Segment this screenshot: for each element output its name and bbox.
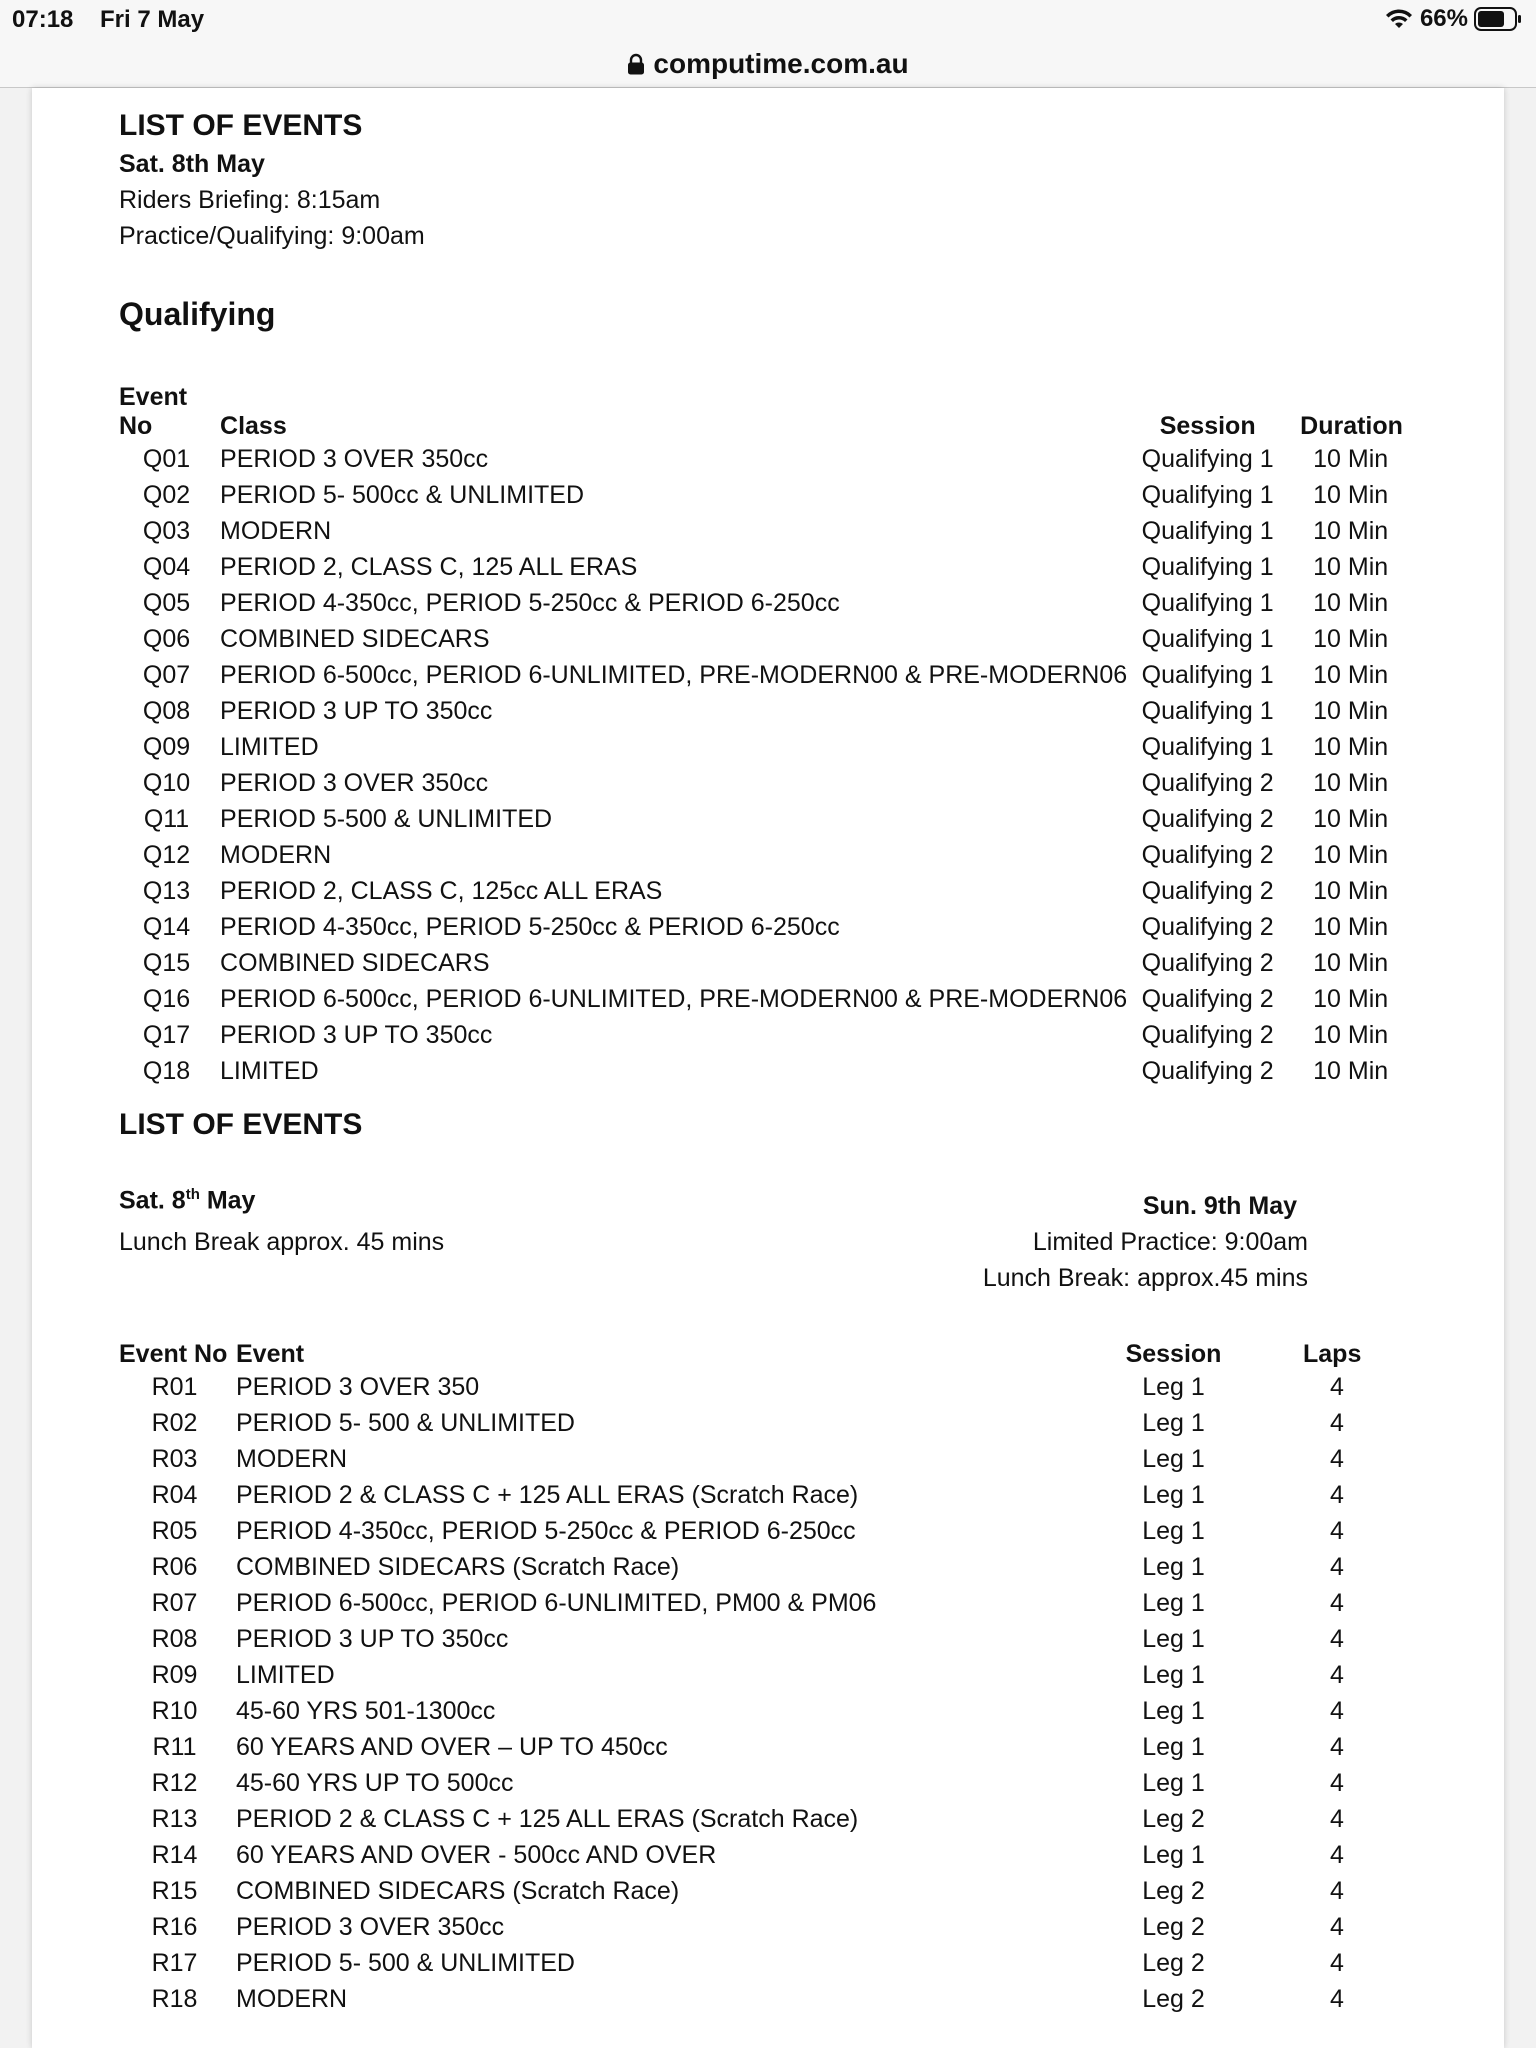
session-cell: Qualifying 1 (1141, 552, 1274, 581)
event-cell: MODERN (236, 1444, 348, 1473)
event-no-cell: R02 (151, 1408, 198, 1437)
battery-percentage: 66% (1419, 5, 1468, 32)
class-cell: PERIOD 5- 500cc & UNLIMITED (220, 480, 585, 509)
class-cell: LIMITED (220, 732, 319, 761)
session-cell: Leg 1 (1142, 1588, 1205, 1617)
session-cell: Leg 1 (1142, 1768, 1205, 1797)
laps-cell: 4 (1330, 1660, 1344, 1689)
event-no-cell: R08 (151, 1624, 198, 1653)
event-no-cell: Q11 (143, 804, 190, 833)
session-cell: Leg 1 (1142, 1624, 1205, 1653)
event-cell: 60 YEARS AND OVER - 500cc AND OVER (236, 1840, 717, 1869)
duration-cell: 10 Min (1313, 912, 1389, 941)
event-cell: PERIOD 3 OVER 350 (236, 1372, 480, 1401)
event-no-cell: Q09 (142, 732, 191, 761)
event-no-cell: Q13 (142, 876, 191, 905)
event-no-cell: R15 (151, 1876, 198, 1905)
class-cell: PERIOD 4-350cc, PERIOD 5-250cc & PERIOD 6-250cc (220, 588, 840, 617)
table-row (119, 1369, 1459, 1405)
lunch-break-sunday: Lunch Break: approx.45 mins (982, 1264, 1308, 1292)
event-cell: MODERN (236, 1984, 348, 2013)
event-cell: PERIOD 6-500cc, PERIOD 6-UNLIMITED, PM00 & PM06 (236, 1588, 877, 1617)
event-no-cell: Q10 (142, 768, 191, 797)
sat-date-sup: th (185, 1186, 200, 1203)
session-cell: Qualifying 1 (1141, 444, 1274, 473)
event-no-cell: R12 (151, 1768, 198, 1797)
status-time: 07:18 (12, 6, 74, 33)
header-session: Session (1125, 1340, 1222, 1368)
wifi-icon (1384, 7, 1414, 31)
table-row (119, 729, 1459, 765)
class-cell: PERIOD 4-350cc, PERIOD 5-250cc & PERIOD 6-250cc (220, 912, 840, 941)
list-of-events-title-2: LIST OF EVENTS (119, 1108, 363, 1141)
sat-date-suffix: May (199, 1186, 256, 1215)
session-cell: Qualifying 2 (1141, 1020, 1274, 1049)
event-cell: PERIOD 4-350cc, PERIOD 5-250cc & PERIOD 6-250cc (236, 1516, 856, 1545)
event-no-cell: Q14 (142, 912, 191, 941)
event-no-cell: Q01 (142, 444, 191, 473)
laps-cell: 4 (1330, 1516, 1344, 1545)
session-cell: Leg 1 (1142, 1552, 1205, 1581)
event-no-cell: R17 (151, 1948, 198, 1977)
session-cell: Leg 1 (1142, 1372, 1205, 1401)
duration-cell: 10 Min (1313, 696, 1389, 725)
duration-cell: 10 Min (1313, 480, 1389, 509)
session-cell: Qualifying 1 (1141, 696, 1274, 725)
table-row (119, 873, 1459, 909)
class-cell: MODERN (220, 840, 332, 869)
header-event-no: Event No (119, 383, 188, 440)
laps-cell: 4 (1330, 1984, 1344, 2013)
table-row (119, 1053, 1459, 1089)
class-cell: COMBINED SIDECARS (220, 948, 490, 977)
header-duration: Duration (1300, 412, 1403, 440)
status-date: Fri 7 May (100, 6, 205, 33)
session-cell: Leg 1 (1142, 1840, 1205, 1869)
session-cell: Qualifying 1 (1141, 588, 1274, 617)
session-cell: Qualifying 2 (1141, 984, 1274, 1013)
event-no-cell: R09 (151, 1660, 198, 1689)
event-no-cell: R16 (151, 1912, 198, 1941)
session-cell: Qualifying 1 (1141, 624, 1274, 653)
class-cell: PERIOD 3 UP TO 350cc (220, 1020, 493, 1049)
event-cell: PERIOD 3 OVER 350cc (236, 1912, 505, 1941)
event-no-cell: R11 (152, 1732, 197, 1761)
class-cell: PERIOD 3 OVER 350cc (220, 444, 489, 473)
table-row (119, 1621, 1459, 1657)
table-row (119, 945, 1459, 981)
table-row (119, 441, 1459, 477)
session-cell: Leg 2 (1142, 1912, 1205, 1941)
header-class: Class (220, 412, 287, 440)
event-no-cell: Q18 (142, 1056, 191, 1085)
class-cell: MODERN (220, 516, 332, 545)
session-cell: Qualifying 2 (1141, 1056, 1274, 1085)
class-cell: PERIOD 2, CLASS C, 125cc ALL ERAS (220, 876, 663, 905)
event-no-cell: Q03 (142, 516, 191, 545)
event-no-cell: R13 (151, 1804, 198, 1833)
class-cell: PERIOD 3 UP TO 350cc (220, 696, 493, 725)
session-cell: Leg 2 (1142, 1948, 1205, 1977)
laps-cell: 4 (1330, 1444, 1344, 1473)
list-of-events-title: LIST OF EVENTS (119, 109, 363, 142)
event-no-cell: R06 (151, 1552, 198, 1581)
event-no-cell: Q12 (142, 840, 191, 869)
saturday-date: Sat. 8th May (119, 150, 265, 178)
table-row (119, 513, 1459, 549)
event-no-cell: R10 (151, 1696, 198, 1725)
duration-cell: 10 Min (1313, 840, 1389, 869)
status-indicators (1384, 5, 1522, 33)
table-row (119, 1405, 1459, 1441)
race-table-header (119, 1333, 1459, 1369)
session-cell: Qualifying 2 (1141, 804, 1274, 833)
session-cell: Leg 2 (1142, 1984, 1205, 2013)
session-cell: Leg 1 (1142, 1660, 1205, 1689)
table-row (119, 1801, 1459, 1837)
duration-cell: 10 Min (1313, 1020, 1389, 1049)
event-no-cell: Q08 (142, 696, 191, 725)
event-cell: PERIOD 5- 500 & UNLIMITED (236, 1408, 575, 1437)
table-row (119, 549, 1459, 585)
session-cell: Qualifying 2 (1141, 912, 1274, 941)
event-no-cell: R04 (151, 1480, 198, 1509)
class-cell: LIMITED (220, 1056, 319, 1085)
table-row (119, 1729, 1459, 1765)
event-cell: LIMITED (236, 1660, 335, 1689)
url-text[interactable]: computime.com.au (653, 47, 909, 79)
laps-cell: 4 (1330, 1840, 1344, 1869)
laps-cell: 4 (1330, 1732, 1344, 1761)
duration-cell: 10 Min (1313, 1056, 1389, 1085)
session-cell: Qualifying 1 (1141, 660, 1274, 689)
duration-cell: 10 Min (1313, 984, 1389, 1013)
event-cell: COMBINED SIDECARS (Scratch Race) (236, 1876, 680, 1905)
table-row (119, 1693, 1459, 1729)
laps-cell: 4 (1330, 1876, 1344, 1905)
session-cell: Leg 2 (1142, 1876, 1205, 1905)
riders-briefing: Riders Briefing: 8:15am (119, 186, 381, 214)
event-no-cell: Q07 (142, 660, 191, 689)
table-row (119, 1549, 1459, 1585)
laps-cell: 4 (1330, 1624, 1344, 1653)
session-cell: Leg 1 (1142, 1732, 1205, 1761)
laps-cell: 4 (1330, 1768, 1344, 1797)
table-row (119, 1909, 1459, 1945)
document-page (32, 88, 1504, 2048)
lock-icon (627, 53, 645, 75)
event-cell: 60 YEARS AND OVER – UP TO 450cc (236, 1732, 668, 1761)
session-cell: Qualifying 2 (1141, 948, 1274, 977)
table-row (119, 765, 1459, 801)
event-no-cell: Q15 (142, 948, 191, 977)
table-row (119, 1981, 1459, 2017)
laps-cell: 4 (1330, 1804, 1344, 1833)
event-no-cell: Q04 (142, 552, 191, 581)
session-cell: Leg 1 (1142, 1696, 1205, 1725)
event-cell: 45-60 YRS 501-1300cc (236, 1696, 496, 1725)
duration-cell: 10 Min (1313, 660, 1389, 689)
session-cell: Qualifying 1 (1141, 480, 1274, 509)
class-cell: PERIOD 2, CLASS C, 125 ALL ERAS (220, 552, 638, 581)
table-row (119, 1945, 1459, 1981)
duration-cell: 10 Min (1313, 516, 1389, 545)
qualifying-heading: Qualifying (119, 296, 276, 332)
header-event-no: Event No (119, 1340, 228, 1368)
header-session: Session (1159, 412, 1256, 440)
event-cell: PERIOD 5- 500 & UNLIMITED (236, 1948, 575, 1977)
session-cell: Leg 1 (1142, 1408, 1205, 1437)
table-row (119, 621, 1459, 657)
class-cell: PERIOD 6-500cc, PERIOD 6-UNLIMITED, PRE-MODERN00 & PRE-MODERN06 (220, 984, 1128, 1013)
duration-cell: 10 Min (1313, 552, 1389, 581)
table-row (119, 477, 1459, 513)
class-cell: COMBINED SIDECARS (220, 624, 490, 653)
table-row (119, 1477, 1459, 1513)
limited-practice-time: Limited Practice: 9:00am (1032, 1228, 1308, 1256)
session-cell: Qualifying 1 (1141, 732, 1274, 761)
event-no-cell: R03 (151, 1444, 198, 1473)
duration-cell: 10 Min (1313, 876, 1389, 905)
class-cell: PERIOD 5-500 & UNLIMITED (220, 804, 553, 833)
table-row (119, 1513, 1459, 1549)
event-no-cell: Q06 (142, 624, 191, 653)
table-row (119, 1837, 1459, 1873)
event-cell: PERIOD 2 & CLASS C + 125 ALL ERAS (Scratch Race) (236, 1480, 859, 1509)
table-row (119, 657, 1459, 693)
session-cell: Leg 1 (1142, 1480, 1205, 1509)
event-no-cell: R07 (151, 1588, 198, 1617)
laps-cell: 4 (1330, 1588, 1344, 1617)
session-cell: Qualifying 1 (1141, 516, 1274, 545)
race-events-table (119, 1333, 1459, 2017)
event-no-cell: R18 (151, 1984, 198, 2013)
table-row (119, 1585, 1459, 1621)
session-cell: Leg 1 (1142, 1516, 1205, 1545)
practice-qualifying-time: Practice/Qualifying: 9:00am (119, 222, 425, 250)
qualifying-table-header (119, 383, 1459, 441)
battery-icon (1474, 6, 1522, 32)
header-laps: Laps (1303, 1340, 1362, 1368)
laps-cell: 4 (1330, 1408, 1344, 1437)
session-cell: Qualifying 2 (1141, 768, 1274, 797)
event-cell: PERIOD 2 & CLASS C + 125 ALL ERAS (Scratch Race) (236, 1804, 859, 1833)
event-no-cell: R14 (151, 1840, 198, 1869)
sat-date-prefix: Sat. 8 (119, 1186, 186, 1215)
class-cell: PERIOD 3 OVER 350cc (220, 768, 489, 797)
laps-cell: 4 (1330, 1948, 1344, 1977)
event-cell: 45-60 YRS UP TO 500cc (236, 1768, 514, 1797)
event-no-cell: Q02 (142, 480, 191, 509)
event-no-cell: R05 (151, 1516, 198, 1545)
session-cell: Qualifying 2 (1141, 876, 1274, 905)
lunch-break-saturday: Lunch Break approx. 45 mins (119, 1228, 445, 1256)
table-row (119, 585, 1459, 621)
table-row (119, 1017, 1459, 1053)
duration-cell: 10 Min (1313, 804, 1389, 833)
table-row (119, 909, 1459, 945)
event-cell: PERIOD 3 UP TO 350cc (236, 1624, 509, 1653)
table-row (119, 693, 1459, 729)
duration-cell: 10 Min (1313, 948, 1389, 977)
event-no-cell: Q17 (142, 1020, 191, 1049)
table-row (119, 1441, 1459, 1477)
table-row (119, 981, 1459, 1017)
duration-cell: 10 Min (1313, 732, 1389, 761)
laps-cell: 4 (1330, 1480, 1344, 1509)
session-cell: Qualifying 2 (1141, 840, 1274, 869)
session-cell: Leg 2 (1142, 1804, 1205, 1833)
duration-cell: 10 Min (1313, 444, 1389, 473)
session-cell: Leg 1 (1142, 1444, 1205, 1473)
table-row (119, 1765, 1459, 1801)
table-row (119, 1657, 1459, 1693)
event-no-cell: R01 (151, 1372, 198, 1401)
laps-cell: 4 (1330, 1552, 1344, 1581)
event-no-cell: Q05 (142, 588, 191, 617)
laps-cell: 4 (1330, 1912, 1344, 1941)
event-no-cell: Q16 (142, 984, 191, 1013)
duration-cell: 10 Min (1313, 624, 1389, 653)
laps-cell: 4 (1330, 1696, 1344, 1725)
class-cell: PERIOD 6-500cc, PERIOD 6-UNLIMITED, PRE-MODERN00 & PRE-MODERN06 (220, 660, 1128, 689)
qualifying-table (119, 383, 1459, 1089)
table-row (119, 801, 1459, 837)
duration-cell: 10 Min (1313, 588, 1389, 617)
table-row (119, 1873, 1459, 1909)
status-bar (0, 0, 1536, 40)
sunday-date: Sun. 9th May (1142, 1192, 1297, 1220)
address-bar[interactable] (0, 40, 1536, 88)
laps-cell: 4 (1330, 1372, 1344, 1401)
header-event: Event (236, 1340, 305, 1368)
duration-cell: 10 Min (1313, 768, 1389, 797)
event-cell: COMBINED SIDECARS (Scratch Race) (236, 1552, 680, 1581)
saturday-date-2 (119, 1186, 255, 1215)
table-row (119, 837, 1459, 873)
